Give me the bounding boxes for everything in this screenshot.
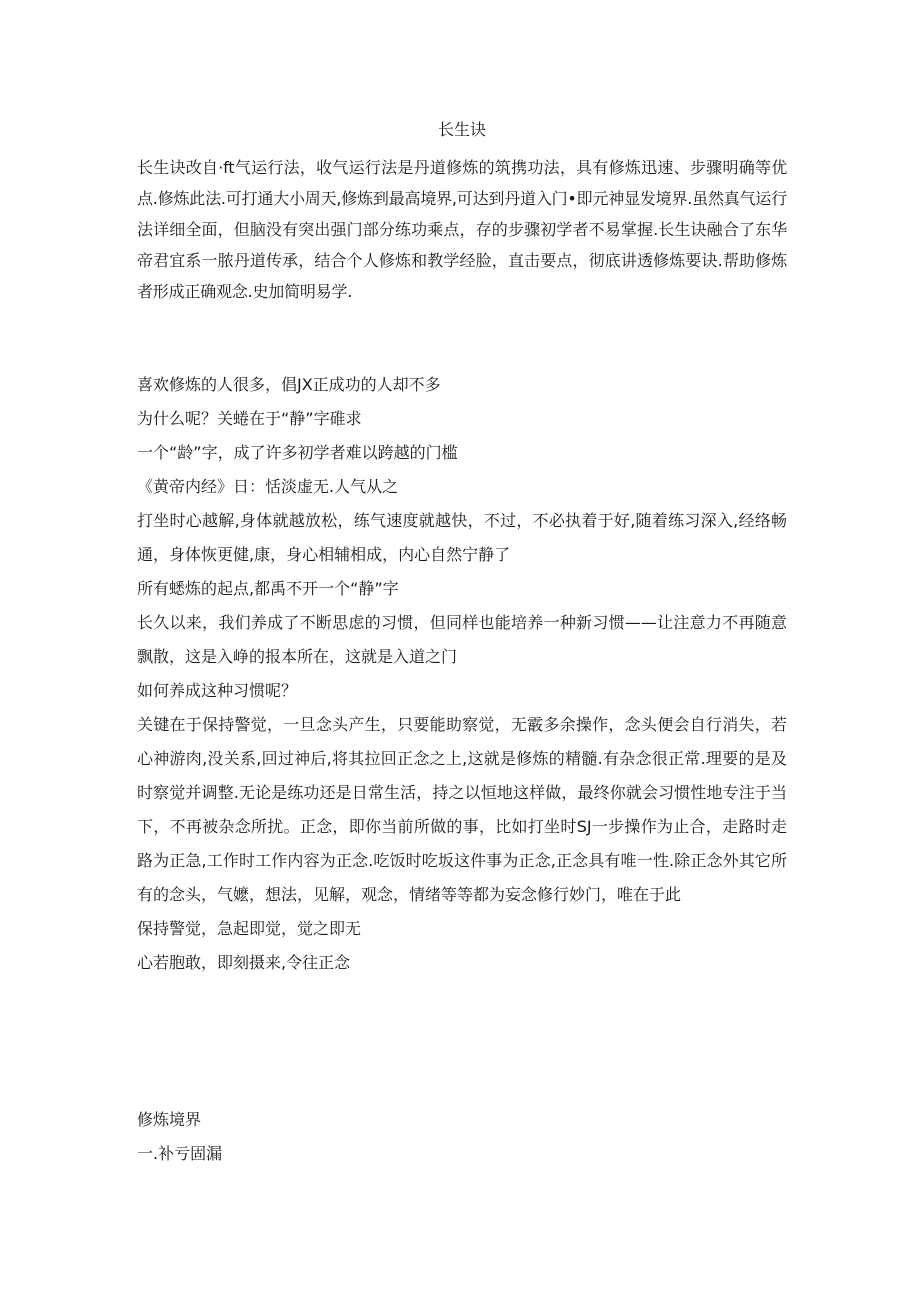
body-line: 如何养成这种习惯呢？ [137,681,298,700]
body-paragraph: 关键在于保持警觉，一旦念头产生，只要能助察觉，无霰多余操作，念头便会自行消失，若心神游肉,没关系,回过神后,将其拉回正念之上,这就是修炼的精髓.有杂念很正常.理要的是及时察觉并调整.无论是练功还是日常生活，持之以恒地这样做，最终你就会习惯性地专注于当下，不再被杂念所扰。正念，即你当前所做的事，比如打坐时SJ一步操作为止合，走路时走路为正急,工作时工作内容为正念.吃饭时吃坂这件事为正念,正念具有唯一性.除正念外其它所有的念头，气嬷，想法，见解，观念，情绪等等都为妄念修行妙门，唯在于此 [137,715,787,904]
body-paragraph: 打坐时心越解,身体就越放松，练气速度就越快，不过，不必执着于好,随着练习深入,经络畅通，身体恢更健,康，身心相辅相成，内心自然宁静了 [137,511,787,564]
body-line: 一个“龄”字，成了许多初学者难以跨越的门槛 [137,443,458,462]
body-line: 喜欢修炼的人很多，倡JX正成功的人却不多 [137,375,441,394]
section-item: 一.补亏固漏 [137,1144,223,1163]
body-line: 为什么呢？关蜷在于“静”字碓求 [137,409,362,428]
body-line: 所有蟋炼的起点,都禹不开一个“静”字 [137,579,399,598]
intro-paragraph: 长生诀改自·ft气运行法，收气运行法是丹道修炼的筑携功法，具有修炼迅速、步骤明确等优点.修炼此法.可打通大小周天,修炼到最高境界,可达到丹道入门•即元神显发境界.虽然真气运行法详细全面，但脑没有突出强门部分练功乘点，存的步骤初学者不易掌握.长生诀融合了东华帝君宜系一脓丹道传承，结合个人修炼和教学经脸，直击要点，彻底讲透修炼要诀.帮助修炼者形成正确观念.史加简明易学. [137,158,787,301]
document-title: 长生诀 [437,120,486,139]
body-line: 《黄帝内经》日：恬淡虚无.人气从之 [137,477,399,496]
body-paragraph: 长久以来，我们养成了不断思虑的习惯，但同样也能培养一种新习惯——让注意力不再随意飘散，这是入峥的报本所在，这就是入道之门 [137,613,787,666]
body-line: 心若胞敢，即刻摄来,令往正念 [137,953,351,972]
section-block [137,1103,787,1171]
body-line: 保持警觉，急起即觉，觉之即无 [137,919,362,938]
section-title: 修炼境界 [137,1110,202,1129]
body-lines [137,368,787,980]
